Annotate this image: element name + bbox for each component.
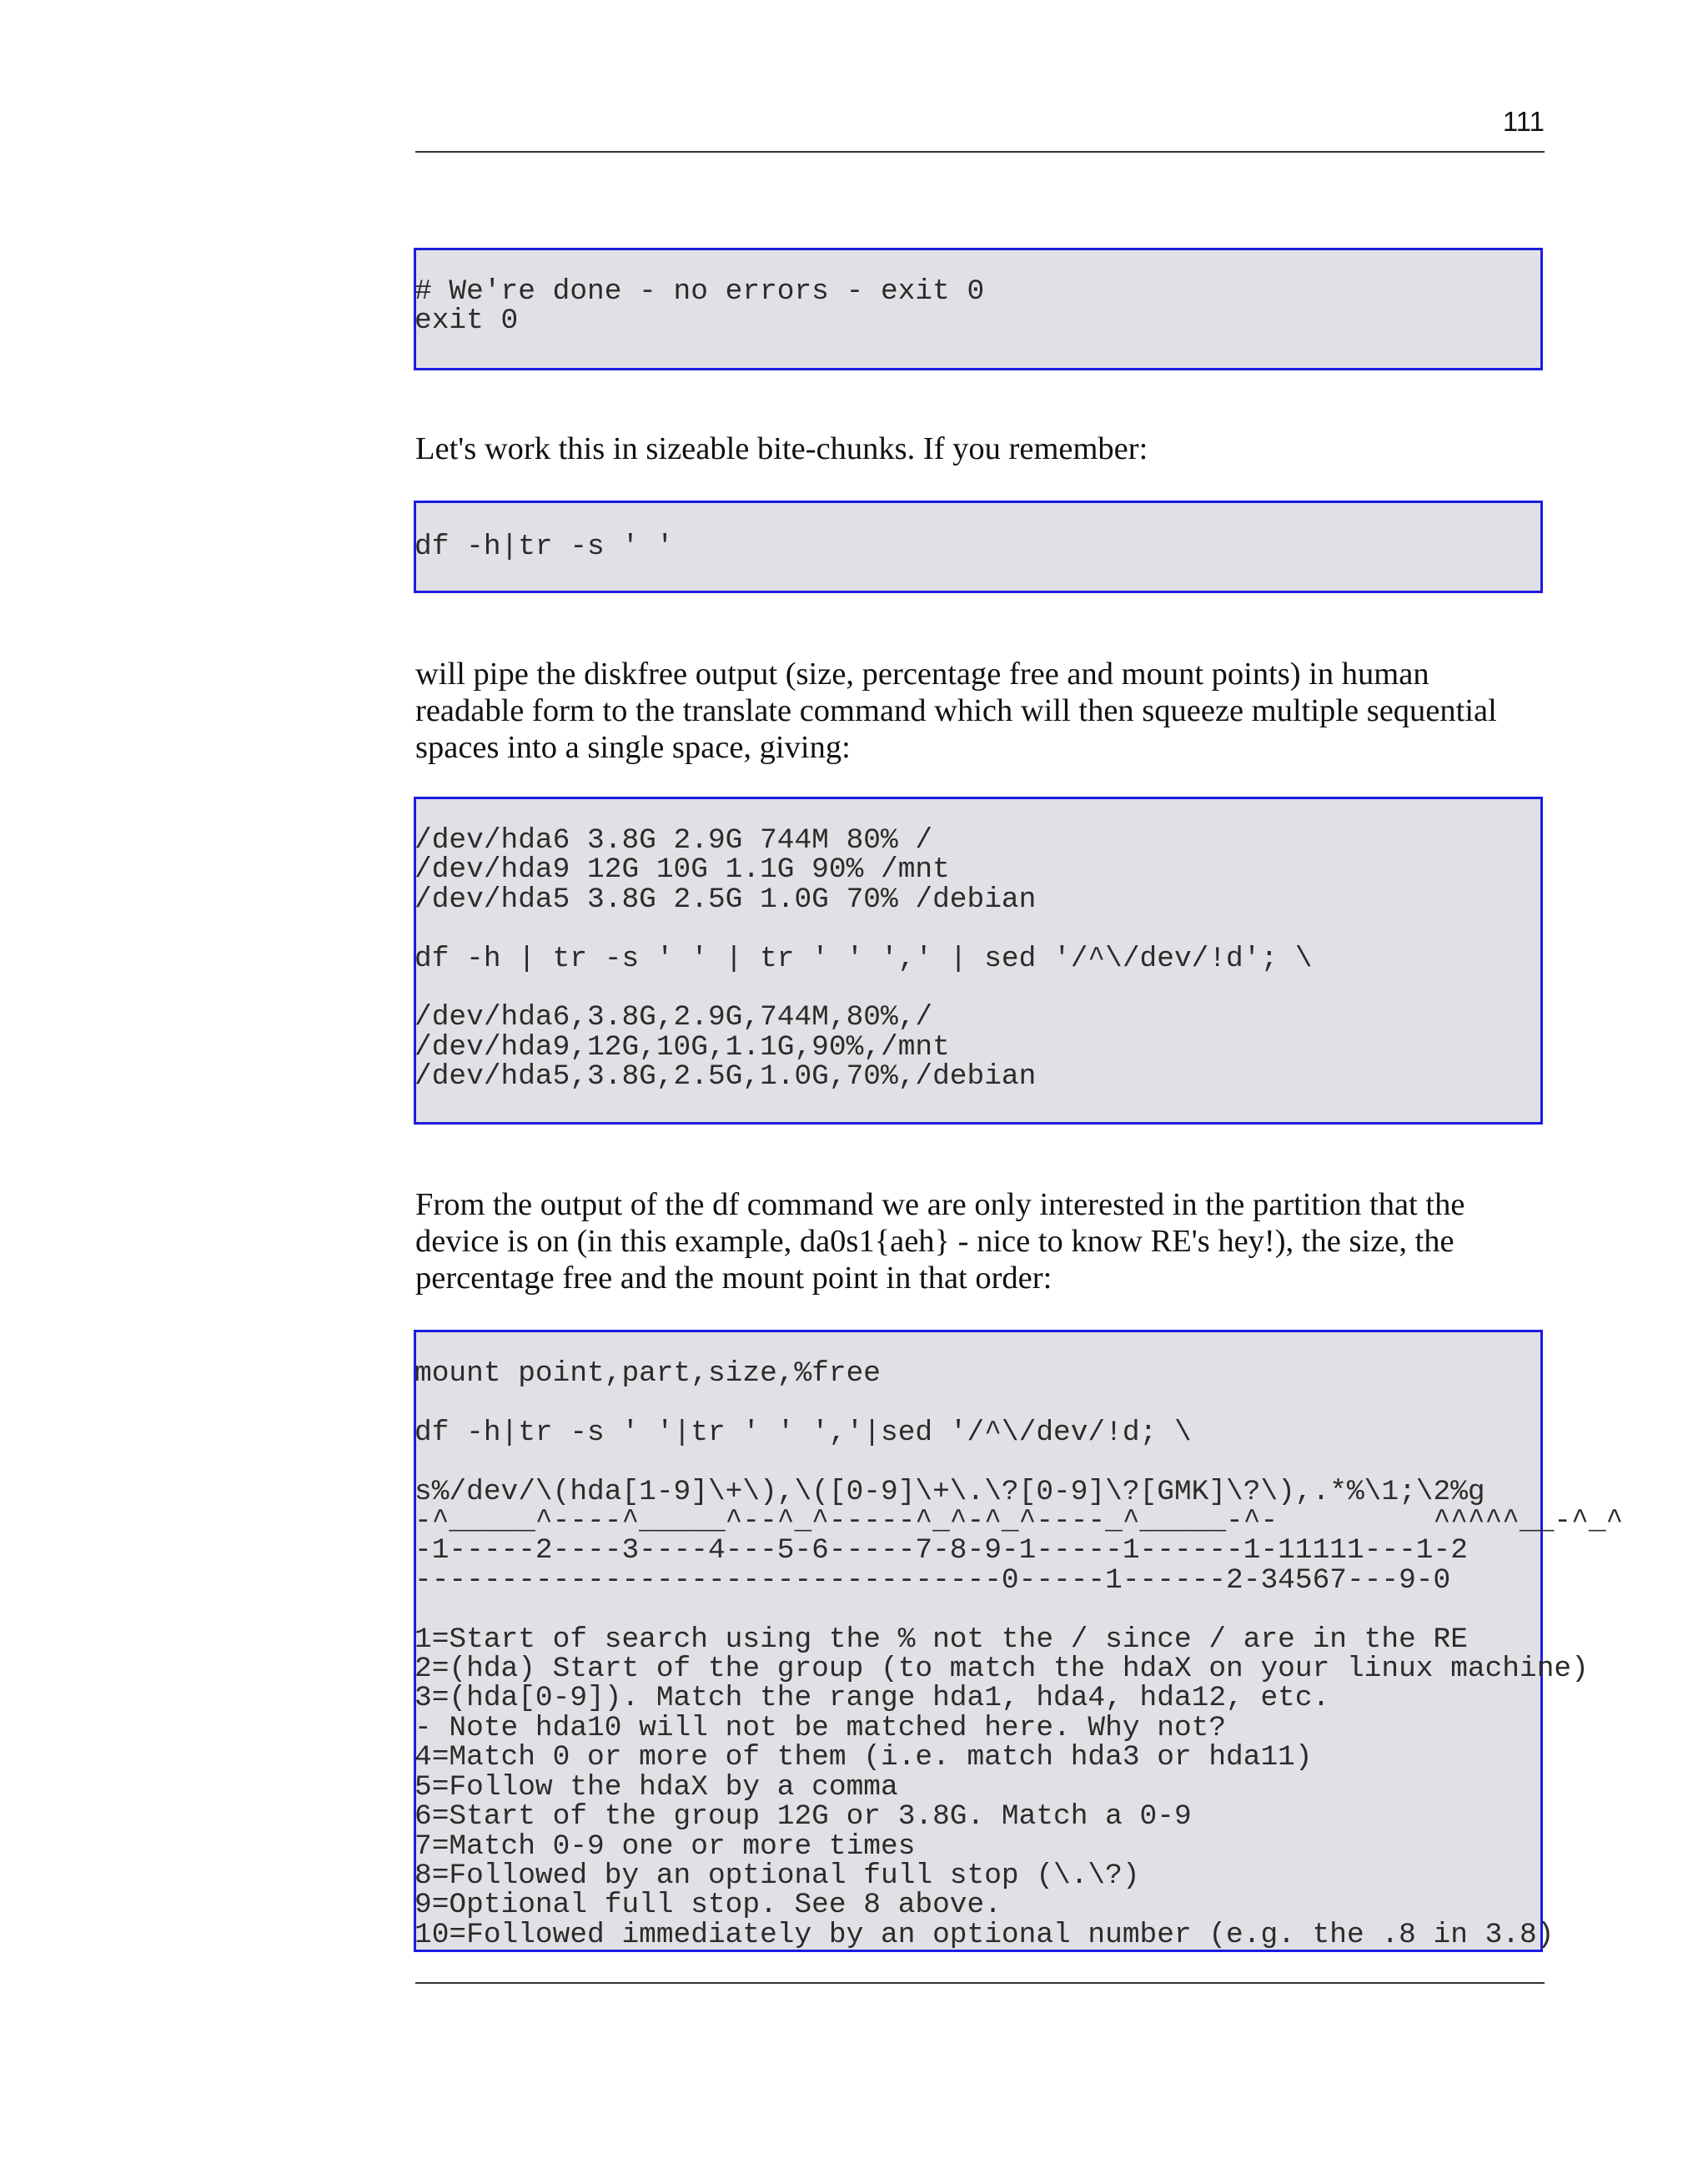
code-text: # We're done - no errors - exit 0 exit 0	[414, 275, 985, 338]
code-block-df-tr	[414, 501, 1543, 593]
code-text: /dev/hda6 3.8G 2.9G 744M 80% / /dev/hda9 12G 10G 1.1G 90% /mnt /dev/hda5 3.8G 2.5G 1.0G 70% /debian df -h | tr -s ' ' | tr ' ' ',' | sed '/^\/dev/!d'; \ /dev/hda6,3.8G,2.9G,744M,80%,/ /dev/hda9,12G,10G,1.1G,90%,/mnt /dev/hda5,3.8G,2.5G,1.0G,70%,/debian	[414, 824, 1313, 1094]
paragraph-diskfree: will pipe the diskfree output (size, percentage free and mount points) in human readable form to the translate command which will then squeeze multiple sequential spaces into a single space, giving:	[415, 657, 1497, 765]
header-rule	[415, 151, 1545, 153]
page-number: 111	[1502, 106, 1545, 137]
code-block-sed-regex	[414, 1330, 1624, 1952]
code-block-df-output	[414, 797, 1543, 1125]
code-block-exit	[414, 248, 1543, 370]
footer-rule	[415, 1982, 1545, 1984]
paragraph-partition: From the output of the df command we are only interested in the partition that the device is on (in this example, da0s1{aeh} - nice to know RE's hey!), the size, the percentage free and the mount point in that order:	[415, 1187, 1465, 1296]
code-text: mount point,part,size,%free df -h|tr -s ' '|tr ' ' ','|sed '/^\/dev/!d; \ s%/dev/\(hda[1-9]\+\),\([0-9]\+\.\?[0-9]\?[GMK]\?\),.*%\1;\2%g -^_____^----^_____^--^_^-----^_^-^_^----_^_____-^- ^^^^^__-^_^ -1-----2----3----4---5-6-----7-8-9-1-----1------1-11111---1-2 ----------------------------------0-----1------2-34567---9-0 1=Start of search using the % not the / since / are in the RE 2=(hda) Start of the group (to match the hdaX on your linux machine) 3=(hda[0-9]). Match the range hda1, hda4, hda12, etc. - Note hda10 will not be matched here. Why not? 4=Match 0 or more of them (i.e. match hda3 or hda11) 5=Follow the hdaX by a comma 6=Start of the group 12G or 3.8G. Match a 0-9 7=Match 0-9 one or more times 8=Followed by an optional full stop (\.\?) 9=Optional full stop. See 8 above. 10=Followed immediately by an optional number (e.g. the .8 in 3.8)	[414, 1357, 1624, 1951]
code-text: df -h|tr -s ' '	[414, 531, 674, 563]
paragraph-intro: Let's work this in sizeable bite-chunks. If you remember:	[415, 431, 1148, 466]
